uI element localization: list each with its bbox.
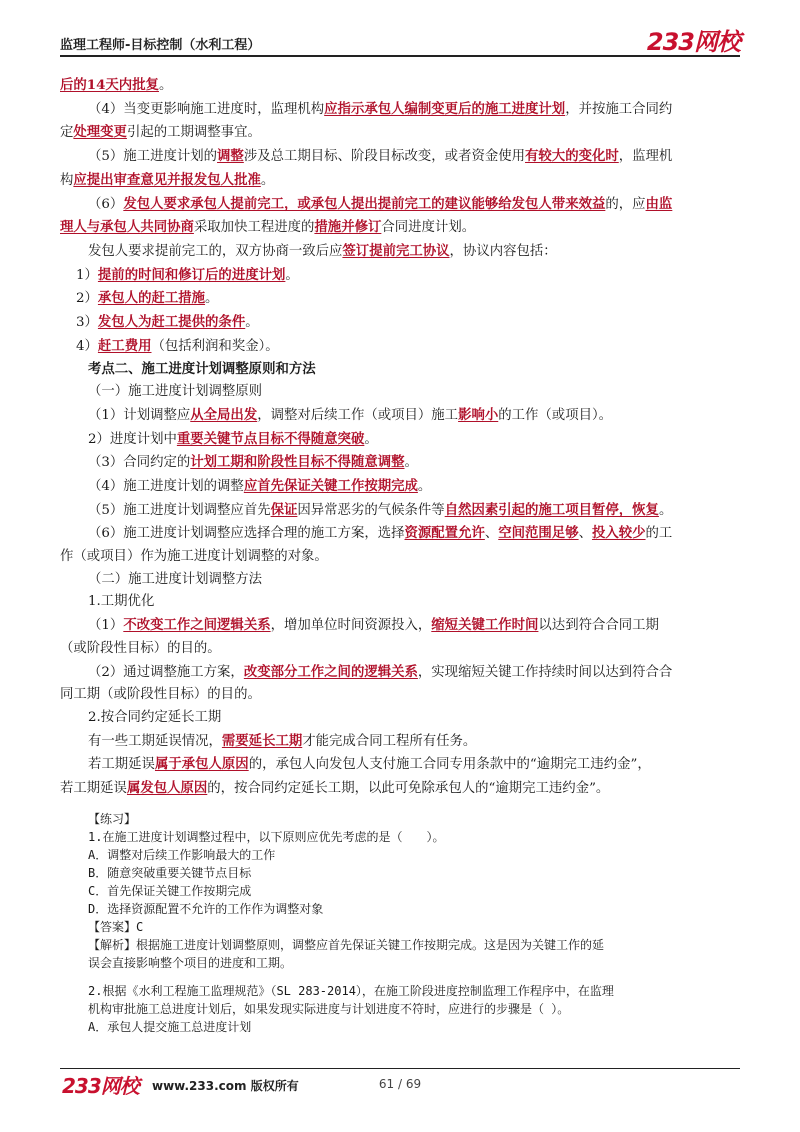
question-2: 2.根据《水利工程施工监理规范》（SL 283-2014），在施工阶段进度控制监理工作程序中，在监理: [88, 984, 614, 998]
highlight-text: 计划工期和阶段性目标不得随意调整: [190, 454, 405, 471]
highlight-text: 签订提前完工协议: [342, 242, 450, 259]
highlight-text: 资源配置允许: [404, 525, 485, 542]
text-span: （5）施工进度计划调整应首先: [88, 502, 271, 518]
highlight-text: 处理变更: [73, 124, 127, 141]
list-item: [60, 311, 742, 335]
text-span: 2）: [76, 291, 98, 307]
highlight-text: 不改变工作之间逻辑关系: [123, 617, 271, 634]
footer-divider: [60, 1068, 740, 1069]
highlight-text: 需要延长工期: [221, 732, 303, 749]
text-span: 若工期延误: [60, 781, 127, 797]
text-span: 的，按合同约定延长工期，以此可免除承包人的“逾期完工违约金”。: [207, 781, 610, 797]
highlight-text: 应首先保证关键工作按期完成: [243, 477, 418, 494]
brand-logo: 233网校: [646, 28, 740, 56]
text-span: （5）施工进度计划的: [88, 149, 218, 165]
text-span: 。: [260, 172, 275, 188]
text-line: [60, 730, 742, 754]
text-span: 定: [60, 125, 74, 141]
highlight-text: 属发包人原因: [126, 780, 208, 797]
practice-title: 【练习】: [88, 812, 137, 826]
highlight-text: 自然因素引起的施工项目暂停，恢复: [444, 501, 659, 518]
text-span: 。: [364, 431, 378, 447]
text-span: 采取加快工程进度的: [193, 220, 315, 236]
text-line: [60, 98, 742, 122]
text-span: （1）计划调整应: [88, 407, 191, 423]
header-title: 监理工程师-目标控制（水利工程）: [60, 38, 261, 53]
text-span: 的工: [645, 526, 673, 542]
text-line: （或阶段性目标）的目的。: [60, 640, 221, 656]
highlight-text: 措施并修订: [314, 219, 382, 236]
text-span: 若工期延误: [88, 757, 155, 773]
highlight-text: 由监: [645, 195, 673, 212]
question-1-answer: 【答案】C: [88, 920, 144, 934]
highlight-text: 应提出审查意见并报发包人批准: [73, 171, 261, 188]
text-span: 的，承包人向发包人支付施工合同专用条款中的“逾期完工违约金”，: [248, 757, 651, 773]
text-line: [60, 499, 742, 523]
text-span: （4）当变更影响施工进度时，监理机构: [88, 101, 325, 117]
highlight-text: 重要关键节点目标不得随意突破: [176, 430, 365, 447]
question-1-option-c: C．首先保证关键工作按期完成: [88, 884, 252, 898]
text-span: ，监理机: [618, 149, 673, 165]
text-line: [60, 193, 742, 217]
text-line: [60, 145, 742, 169]
text-span: 合同进度计划。: [381, 220, 476, 236]
page-footer: [60, 1068, 740, 1108]
question-1-explanation-cont: 误会直接影响整个项目的进度和工期。: [88, 956, 293, 970]
page-header: [60, 22, 740, 56]
highlight-text: 空间范围足够: [498, 525, 579, 542]
text-span: 才能完成合同工程所有任务。: [302, 733, 477, 749]
text-span: 。: [285, 267, 299, 283]
text-span: 4）: [76, 338, 98, 354]
subsection-heading: （一）施工进度计划调整原则: [88, 384, 263, 400]
text-span: （6）: [88, 196, 124, 212]
text-line: [60, 169, 742, 193]
text-span: ，协议内容包括：: [449, 243, 557, 259]
text-span: （6）施工进度计划调整应选择合理的施工方案，选择: [88, 526, 405, 542]
text-line: [60, 240, 742, 264]
highlight-text: 赶工费用: [97, 337, 152, 354]
text-span: 引起的工期调整事宜。: [126, 125, 261, 141]
highlight-text: 保证: [270, 501, 298, 518]
text-span: （包括利润和奖金）。: [151, 338, 279, 354]
question-1-option-d: D．选择资源配置不允许的工作作为调整对象: [88, 902, 324, 916]
highlight-text: 有较大的变化时: [525, 148, 619, 165]
text-span: 2）进度计划中: [88, 431, 177, 447]
text-span: 。: [158, 78, 173, 93]
subsection-heading: （二）施工进度计划调整方法: [88, 571, 263, 587]
question-1: 1.在施工进度计划调整过程中，以下原则应优先考虑的是（ ）。: [88, 830, 445, 844]
text-line: [60, 216, 742, 240]
text-span: 发包人要求提前完工的，双方协商一致后应: [88, 243, 343, 259]
highlight-text: 应指示承包人编制变更后的施工进度计划: [324, 100, 566, 117]
text-span: 、: [484, 526, 499, 542]
highlight-text: 影响小: [458, 406, 499, 423]
highlight-text: 发包人为赶工提供的条件: [97, 314, 246, 331]
question-1-option-a: A．调整对后续工作影响最大的工作: [88, 848, 276, 862]
list-item: [60, 335, 742, 359]
text-span: （2）通过调整施工方案，: [88, 664, 244, 680]
text-span: 。: [205, 291, 219, 307]
text-span: （3）合同约定的: [88, 455, 191, 471]
text-span: （1）: [88, 618, 124, 634]
text-span: 。: [404, 455, 418, 471]
question-2-cont: 机构审批施工总进度计划后，如果发现实际进度与计划进度不符时，应进行的步骤是（ ）。: [88, 1002, 570, 1016]
text-span: 。: [658, 502, 673, 518]
text-span: ，实现缩短关键工作持续时间以达到符合合: [417, 664, 673, 680]
question-2-option-a: A．承包人提交施工总进度计划: [88, 1020, 252, 1034]
text-line: [60, 121, 742, 145]
highlight-text: 调整: [217, 148, 244, 165]
highlight-text: 承包人的赶工措施: [97, 290, 206, 307]
list-item: [60, 264, 742, 288]
text-line: [60, 522, 742, 546]
subsection-heading: 1.工期优化: [88, 594, 155, 610]
text-span: 涉及总工期目标、阶段目标改变，或者资金使用: [243, 149, 526, 165]
highlight-text: 后的14天内批复: [60, 77, 159, 93]
highlight-text: 从全局出发: [190, 406, 258, 423]
practice-section: [88, 810, 748, 1036]
page-number: 61 / 69: [378, 1077, 422, 1091]
text-span: 1）: [76, 267, 98, 283]
text-span: 因异常恶劣的气候条件等: [297, 502, 445, 518]
text-span: 有一些工期延误情况，: [88, 733, 222, 749]
text-span: 的，应: [605, 196, 646, 212]
header-divider: [60, 55, 740, 57]
highlight-text: 改变部分工作之间的逻辑关系: [243, 663, 418, 680]
text-span: 、: [578, 526, 592, 542]
text-line: [60, 661, 742, 685]
section-heading: 考点二、施工进度计划调整原则和方法: [88, 361, 316, 378]
highlight-text: 提前的时间和修订后的进度计划: [97, 266, 286, 283]
text-line: [60, 74, 742, 98]
subsection-heading: 2.按合同约定延长工期: [88, 709, 222, 725]
question-1-option-b: B．随意突破重要关键节点目标: [88, 866, 252, 880]
text-line: 作（或项目）作为施工进度计划调整的对象。: [60, 549, 328, 565]
question-1-explanation: 【解析】根据施工进度计划调整原则，调整应首先保证关键工作按期完成。这是因为关键工作的延: [88, 938, 605, 952]
text-line: [60, 451, 742, 475]
text-line: [60, 777, 742, 801]
document-body: [60, 74, 742, 801]
text-span: 的工作（或项目）。: [498, 407, 613, 423]
footer-copyright: www.233.com 版权所有: [152, 1079, 299, 1093]
text-span: 以达到符合合同工期: [538, 618, 659, 634]
highlight-text: 缩短关键工作时间: [431, 617, 539, 634]
text-line: [60, 428, 742, 452]
text-span: ，调整对后续工作（或项目）施工: [257, 407, 459, 423]
text-span: 3）: [76, 315, 98, 331]
text-line: [60, 753, 742, 777]
text-span: 。: [417, 478, 432, 494]
text-span: ，增加单位时间资源投入，: [270, 618, 432, 634]
text-line: [60, 614, 742, 638]
text-span: 。: [245, 315, 259, 331]
text-span: （4）施工进度计划的调整: [88, 478, 244, 494]
text-span: ，并按施工合同约: [565, 101, 673, 117]
list-item: [60, 287, 742, 311]
text-span: 构: [60, 172, 74, 188]
text-line: 同工期（或阶段性目标）的目的。: [60, 687, 261, 703]
spacer: [88, 972, 748, 982]
highlight-text: 发包人要求承包人提前完工，或承包人提出提前完工的建议能够给发包人带来效益: [123, 195, 606, 212]
highlight-text: 投入较少: [591, 525, 646, 542]
highlight-text: 理人与承包人共同协商: [60, 219, 194, 236]
text-line: [60, 404, 742, 428]
highlight-text: 属于承包人原因: [154, 756, 249, 773]
footer-logo: 233网校: [62, 1074, 139, 1098]
text-line: [60, 475, 742, 499]
